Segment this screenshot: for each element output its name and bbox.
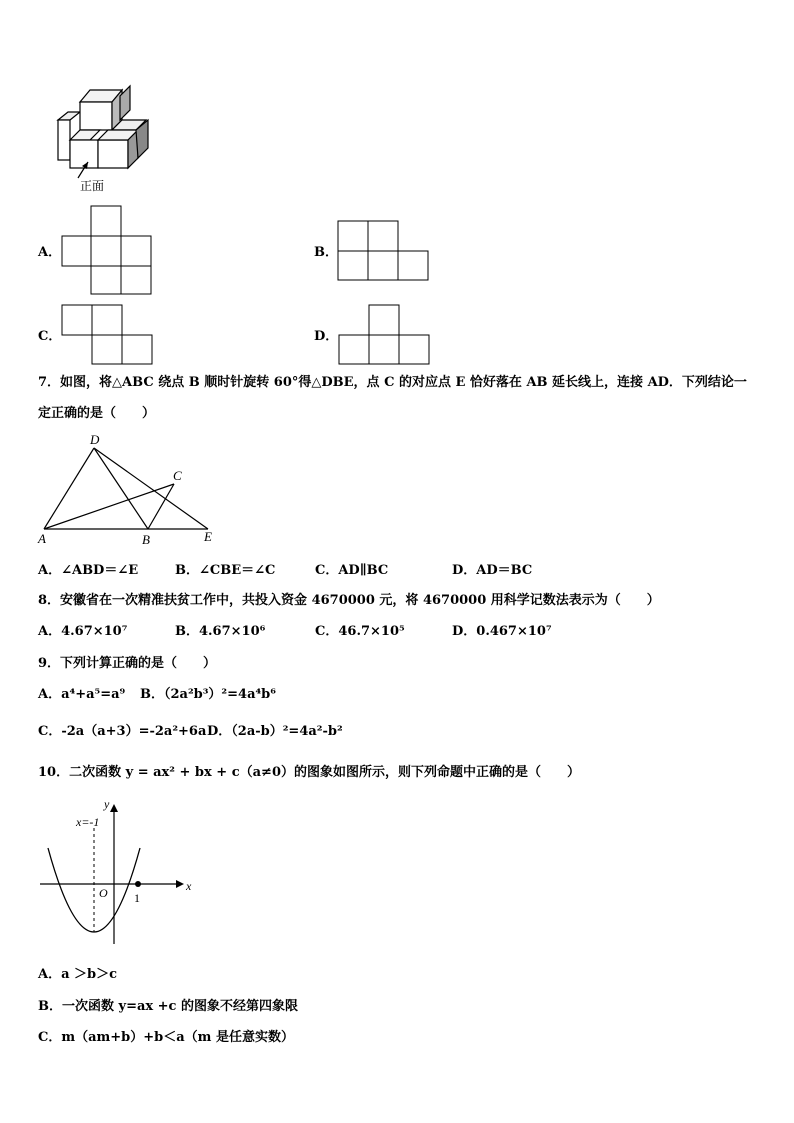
q6-option-b-net [336,220,430,282]
y-axis-arrow-icon [110,804,118,812]
q7-option-b[interactable]: B．∠CBE＝∠C [175,563,276,578]
x-axis-arrow-icon [176,880,184,888]
cube-stack-figure [50,78,160,196]
origin-label: O [99,886,108,900]
y-label: y [104,797,110,811]
q6-option-b-label[interactable]: B． [314,245,338,260]
q9-option-d[interactable]: D．（2a-b）²=4a²-b² [207,724,343,739]
label-A: A [38,531,46,546]
one-label: 1 [134,891,140,905]
q7-option-d[interactable]: D．AD＝BC [452,563,533,578]
line-DE [94,448,208,529]
q7-stem-line1: 7．如图，将△ABC 绕点 B 顺时针旋转 60°得△DBE，点 C 的对应点 E 恰好落在 AB 延长线上，连接 AD．下列结论一 [38,375,747,390]
q6-option-c-label[interactable]: C． [38,329,62,344]
label-E: E [204,529,212,544]
q8-option-b[interactable]: B．4.67×10⁶ [175,624,266,639]
q9-option-a[interactable]: A．a⁴+a⁵=a⁹ [38,687,126,702]
x-label: x [186,879,192,893]
q7-option-a[interactable]: A．∠ABD＝∠E [38,563,139,578]
line-AD [44,448,94,529]
line-DB [94,448,148,529]
q6-option-a-label[interactable]: A． [38,245,62,260]
symmetry-axis-label: x=-1 [76,815,100,829]
q8-stem: 8．安徽省在一次精准扶贫工作中，共投入资金 4670000 元，将 4670000 用科学记数法表示为（ ） [38,593,660,608]
q8-option-a[interactable]: A．4.67×10⁷ [38,624,128,639]
front-label: 正面 [80,179,105,193]
q9-option-b[interactable]: B．（2a²b³）²=4a⁴b⁶ [140,687,276,702]
q8-option-c[interactable]: C．46.7×10⁵ [315,624,405,639]
q10-option-a[interactable]: A．a ＞b＞c [38,967,118,982]
q9-option-c[interactable]: C．-2a（a+3）=-2a²+6a [38,724,207,739]
q6-option-d-label[interactable]: D． [314,329,339,344]
label-D: D [90,432,100,447]
q6-option-a-net [60,204,154,296]
line-BC [148,484,174,529]
q10-parabola-figure [36,794,200,950]
q6-option-d-net [336,304,432,366]
label-B: B [142,532,150,547]
q6-option-c-net [60,304,154,366]
label-C: C [173,468,182,483]
q7-option-c[interactable]: C．AD∥BC [315,563,389,578]
q7-stem-line2: 定正确的是（ ） [38,406,156,421]
line-AC [44,484,174,529]
point-one [135,881,141,887]
q7-triangle-figure [36,432,222,548]
q10-stem: 10．二次函数 y = ax² + bx + c（a≠0）的图象如图所示，则下列命题中正确的是（ ） [38,765,580,780]
q8-option-d[interactable]: D．0.467×10⁷ [452,624,552,639]
q9-stem: 9．下列计算正确的是（ ） [38,656,217,671]
q10-option-c[interactable]: C．m（am+b）+b＜a（m 是任意实数） [38,1030,294,1045]
q10-option-b[interactable]: B．一次函数 y=ax +c 的图象不经第四象限 [38,999,298,1014]
